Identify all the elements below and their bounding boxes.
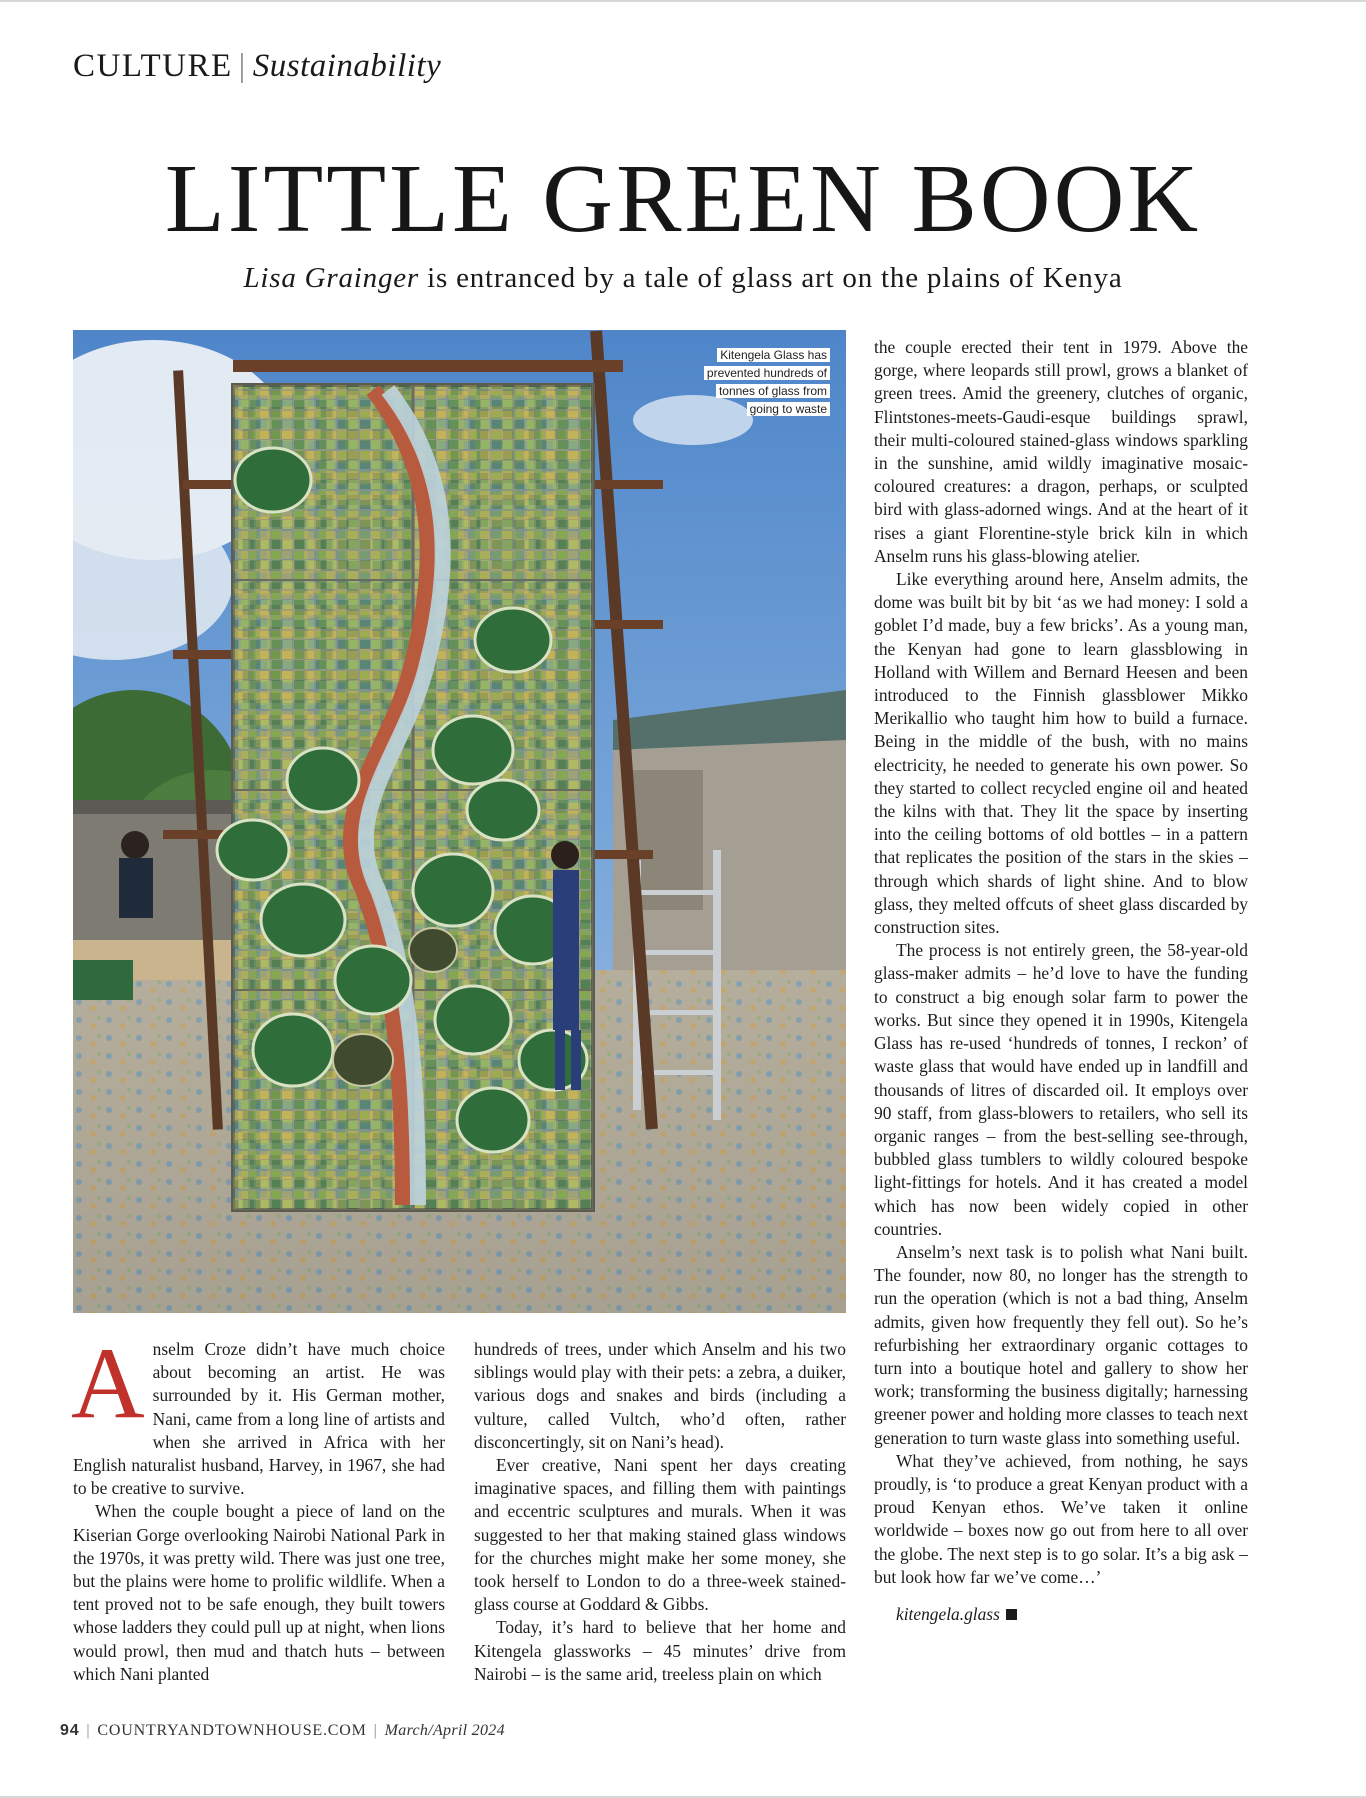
article-headline: LITTLE GREEN BOOK [164, 145, 1202, 253]
body-column-1 [71, 1327, 445, 1686]
caption-line: Kitengela Glass has [717, 348, 830, 362]
page-number: 94 [60, 1722, 80, 1739]
end-mark-icon [1006, 1609, 1017, 1620]
body-paragraph: When the couple bought a piece of land on the Kiserian Gorge overlooking Nairobi National Park in the 1970s, it was pretty wild. There was just one tree, but the plains were home to prolific wildlife. When a tent proved not to be safe enough, they built towers whose ladders they could pull up at night, when lions would prowl, then mud and thatch huts – between which Nani planted [73, 1501, 445, 1684]
drop-cap: A [71, 1327, 145, 1440]
paragraph-text: nselm Croze didn’t have much choice about becoming an artist. He was surrounded by it. His German mother, Nani, came from a long line of artists and when she arrived in Africa with her English naturalist husband, Harvey, in 1967, she had to be creative to survive. [73, 1339, 445, 1499]
body-paragraph [71, 1327, 445, 1500]
author-name: Lisa Grainger [243, 262, 420, 294]
body-paragraph: Today, it’s hard to believe that her home and Kitengela glassworks – 45 minutes’ drive from Nairobi – is the same arid, treeless plain on which [474, 1617, 846, 1684]
caption-line: tonnes of glass from [716, 384, 830, 398]
caption-line: prevented hundreds of [704, 366, 830, 380]
body-paragraph: Like everything around here, Anselm admits, the dome was built bit by bit ‘as we had money: I sold a goblet I’d made, buy a few bricks’. As a young man, the Kenyan had gone to learn glassblowing in Holland with Willem and Bernard Heesen and been introduced to the Finnish glassblower Mikko Merikallio who taught him how to build a furnace. Being in the middle of the bush, with no mains electricity, he needed to generate his own power. So they started to collect recycled engine oil and heated the kilns with that. They lit the space by inserting into the ceiling bottoms of old bottles – in a pattern that replicates the position of the stars in the skies – through which shards of light shine. And to blow glass, they melted offcuts of sheet glass discarded by construction sites. [874, 569, 1248, 938]
top-rule [0, 0, 1366, 2]
body-paragraph: The process is not entirely green, the 58-year-old glass-maker admits – he’d love to have the funding to construct a big enough solar farm to power the works. But since they opened it in 1990s, Kitengela Glass has re-used ‘hundreds of tonnes, I reckon’ of waste glass that would have ended up in landfill and thousands of litres of discarded oil. It employs over 90 staff, from glass-blowers to retailers, who sell its organic ranges – from the best-selling see-through, bubbled glass tumblers to wildly coloured bespoke light-fittings for hotels. And it has created a model which has now been widely copied in other countries. [874, 940, 1248, 1239]
body-paragraph: hundreds of trees, under which Anselm and his two siblings would play with their pets: a zebra, a duiker, various dogs and snakes and birds (including a vulture, called Vultch, who’d often, rather disconcertingly, sit on Nani’s head). [474, 1339, 846, 1452]
standfirst-text: is entranced by a tale of glass art on the plains of Kenya [419, 262, 1123, 294]
subsection-label: Sustainability [252, 48, 442, 84]
body-paragraph: What they’ve achieved, from nothing, he says proudly, is ‘to produce a great Kenyan product with a proud Kenyan ethos. We’ve taken it online worldwide – boxes now go out from here to all over the globe. The next step is to go solar. It’s a big ask – but look how far we’ve come…’ [874, 1450, 1248, 1587]
section-header [73, 48, 441, 85]
body-paragraph: the couple erected their tent in 1979. Above the gorge, where leopards still prowl, grows a blanket of green trees. Amid the greenery, clutches of organic, Flintstones-meets-Gaudi-esque buildings sprawl, their multi-coloured stained-glass windows sparkling in the sunshine, amid wildly imaginative mosaic-coloured creatures: a dragon, perhaps, or sculpted bird with glass-adorned wings. And at the heart of it rises a giant Florentine-style brick kiln in which Anselm runs his glass-blowing atelier. [874, 337, 1248, 566]
mosaic-photo-illustration [73, 330, 846, 1313]
caption-line: going to waste [747, 402, 830, 416]
section-separator: | [238, 48, 247, 84]
footer-website: COUNTRYANDTOWNHOUSE.COM [97, 1722, 367, 1739]
mosaic-photo [73, 330, 846, 1313]
article-signoff [874, 1603, 1248, 1626]
footer-issue: March/April 2024 [384, 1722, 505, 1739]
footer-separator: | [86, 1722, 91, 1739]
footer-separator: | [373, 1722, 378, 1739]
section-label: CULTURE [73, 48, 233, 84]
photo-caption [680, 346, 830, 418]
article-standfirst [0, 262, 1366, 295]
body-paragraph: Anselm’s next task is to polish what Nani built. The founder, now 80, no longer has the strength to run the operation (which is not a bad thing, Anselm admits, given how frequently they fell out). So he’s refurbishing her extraordinary organic cottages to turn into a boutique hotel and gallery to show her work; transforming the business digitally; harnessing greener power and holding more classes to teach next generation to turn waste glass into something useful. [874, 1241, 1248, 1448]
body-column-3 [874, 336, 1248, 1626]
page-footer [60, 1722, 505, 1740]
body-column-2 [474, 1338, 846, 1686]
body-paragraph: Ever creative, Nani spent her days creating imaginative spaces, and filling them with paintings and eccentric sculptures and murals. When it was suggested to her that making stained glass windows for the churches might make her some money, she took herself to London to do a three-week stained-glass course at Goddard & Gibbs. [474, 1455, 846, 1615]
website-link[interactable]: kitengela.glass [896, 1603, 1000, 1624]
